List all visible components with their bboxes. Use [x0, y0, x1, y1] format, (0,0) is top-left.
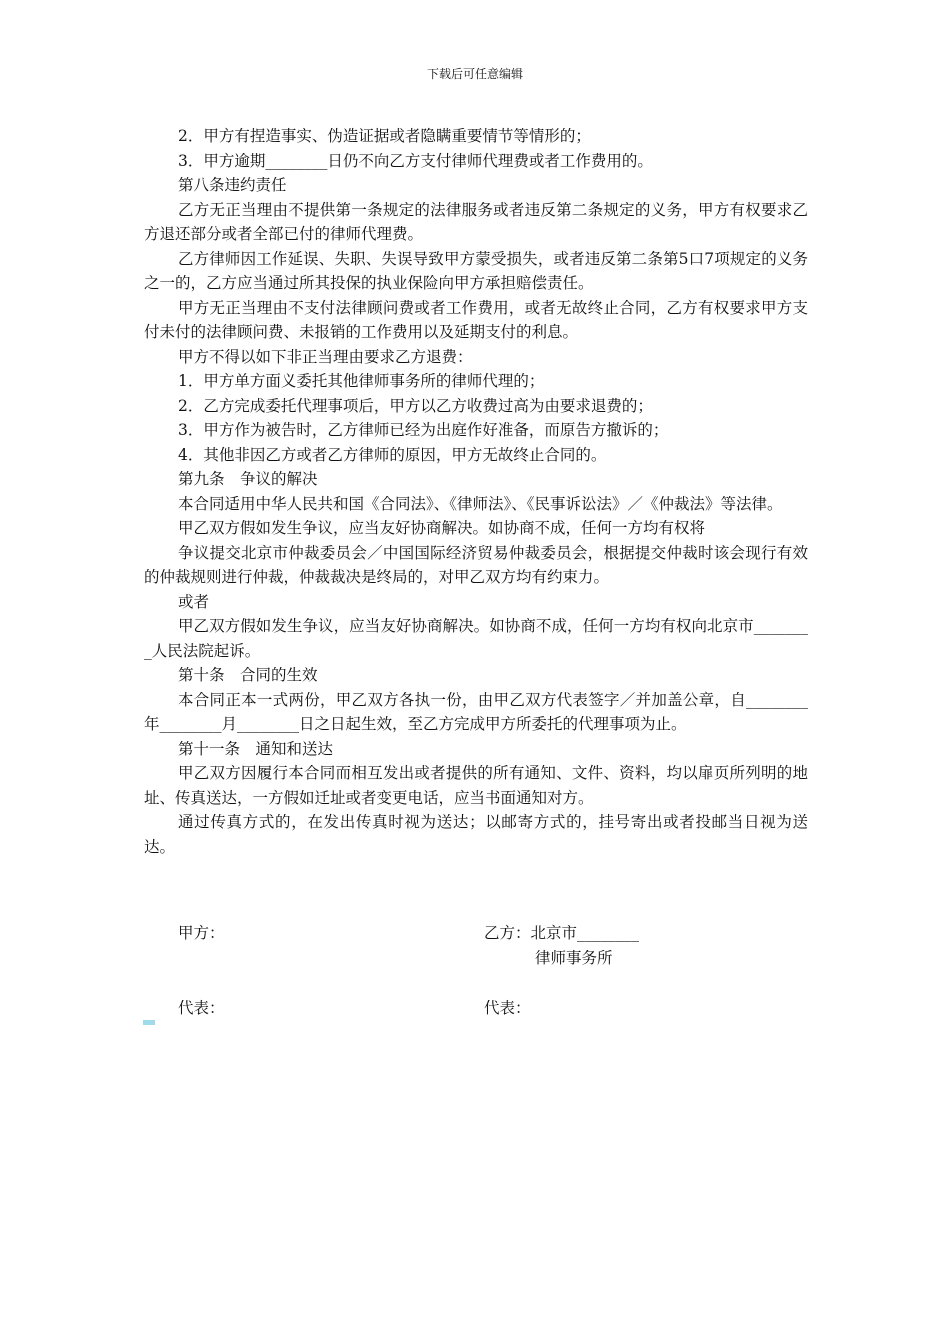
highlight-marker: [143, 1020, 155, 1025]
clause-paragraph: 甲乙双方因履行本合同而相互发出或者提供的所有通知、文件、资料，均以扉页所列明的地址、传真送达，一方假如迁址或者变更电话，应当书面通知对方。: [144, 764, 808, 807]
clause-paragraph: 3．甲方作为被告时，乙方律师已经为出庭作好准备，而原告方撤诉的；: [178, 421, 669, 439]
clause-paragraph: 通过传真方式的，在发出传真时视为送达；以邮寄方式的，挂号寄出或者投邮当日视为送达。: [144, 813, 808, 856]
clause-paragraph: 1．甲方单方面义委托其他律师事务所的律师代理的；: [178, 372, 545, 390]
article-10-heading: 第十条 合同的生效: [178, 666, 318, 684]
clause-paragraph: 本合同适用中华人民共和国《合同法》、《律师法》、《民事诉讼法》／《仲裁法》等法律。: [178, 494, 783, 513]
clause-paragraph: 乙方律师因工作延误、失职、失误导致甲方蒙受损失，或者违反第二条第5口7项规定的义务之一的，乙方应当通过所其投保的执业保险向甲方承担赔偿责任。: [144, 249, 808, 292]
clause-paragraph: 争议提交北京市仲裁委员会／中国国际经济贸易仲裁委员会，根据提交仲裁时该会现行有效的仲裁规则进行仲裁，仲裁裁决是终局的，对甲乙双方均有约束力。: [144, 543, 808, 586]
party-b-label: 乙方：北京市________: [484, 924, 640, 942]
clause-paragraph: 4．其他非因乙方或者乙方律师的原因，甲方无故终止合同的。: [178, 445, 607, 464]
party-b-firm: 律师事务所: [535, 949, 613, 967]
article-8-heading: 第八条违约责任: [178, 176, 287, 194]
clause-paragraph: 甲方不得以如下非正当理由要求乙方退费：: [178, 347, 473, 366]
article-9-heading: 第九条 争议的解决: [178, 470, 318, 488]
party-b-representative: 代表：: [484, 999, 531, 1017]
party-a-representative: 代表：: [178, 999, 225, 1017]
clause-paragraph: 甲乙双方假如发生争议，应当友好协商解决。如协商不成，任何一方均有权将: [178, 519, 706, 537]
article-11-heading: 第十一条 通知和送达: [178, 739, 334, 758]
clause-paragraph: 2．乙方完成委托代理事项后，甲方以乙方收费过高为由要求退费的；: [178, 396, 653, 415]
party-a-label: 甲方：: [178, 924, 225, 942]
contract-body: [144, 124, 808, 859]
clause-paragraph: 3．甲方逾期________日仍不向乙方支付律师代理费或者工作费用的。: [178, 151, 653, 170]
clause-paragraph: 乙方无正当理由不提供第一条规定的法律服务或者违反第二条规定的义务，甲方有权要求乙方退还部分或者全部已付的律师代理费。: [144, 200, 808, 243]
clause-paragraph: 2．甲方有捏造事实、伪造证据或者隐瞒重要情节等情形的；: [178, 127, 591, 145]
clause-paragraph: 甲方无正当理由不支付法律顾问费或者工作费用，或者无故终止合同，乙方有权要求甲方支付未付的法律顾问费、未报销的工作费用以及延期支付的利息。: [144, 298, 808, 341]
clause-paragraph: 本合同正本一式两份，甲乙双方各执一份，由甲乙双方代表签字／并加盖公章，自________年________月________日之日起生效，至乙方完成甲方所委托的代理事项为止。: [144, 690, 808, 733]
clause-paragraph: 甲乙双方假如发生争议，应当友好协商解决。如协商不成，任何一方均有权向北京市________人民法院起诉。: [144, 617, 808, 660]
clause-paragraph: 或者: [178, 592, 210, 611]
page-header: 下载后可任意编辑: [426, 67, 523, 81]
